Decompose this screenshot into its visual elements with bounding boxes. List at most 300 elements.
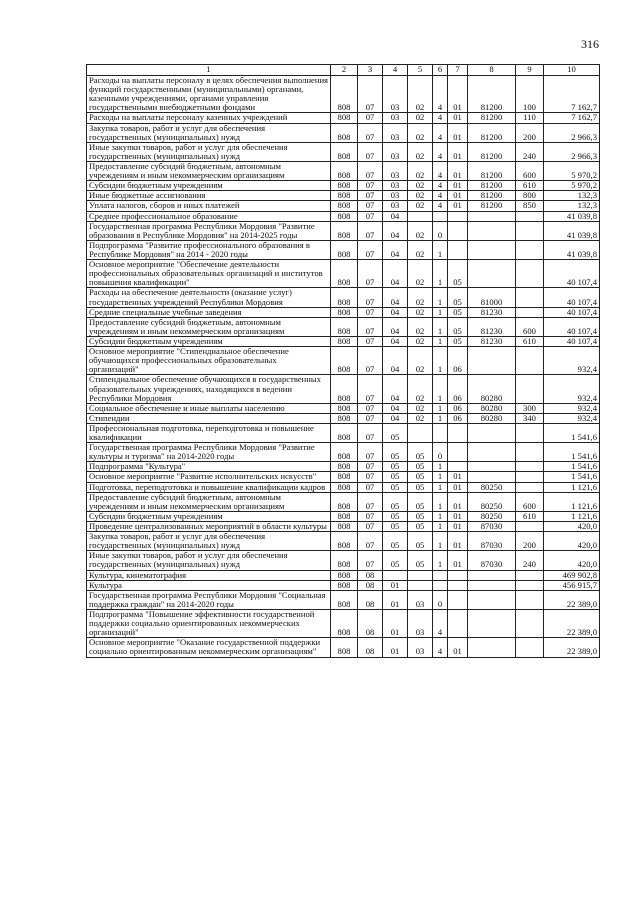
table-row	[87, 307, 600, 317]
row-name-cell: Расходы на обеспечение деятельности (оказание услуг) государственных учреждений Республики Мордовия	[87, 288, 331, 307]
row-code-cell: 808	[331, 610, 358, 638]
row-code-cell: 808	[331, 201, 358, 211]
table-row	[87, 413, 600, 423]
row-code-cell: 04	[383, 221, 408, 240]
row-code-cell: 240	[516, 142, 544, 161]
row-code-cell: 808	[331, 462, 358, 472]
row-code-cell	[448, 610, 468, 638]
row-code-cell	[448, 221, 468, 240]
row-code-cell: 04	[383, 336, 408, 346]
table-row	[87, 76, 600, 113]
row-code-cell	[516, 462, 544, 472]
row-code-cell: 02	[408, 181, 433, 191]
row-code-cell	[433, 211, 448, 221]
row-code-cell: 03	[383, 76, 408, 113]
row-code-cell: 01	[448, 638, 468, 657]
row-code-cell: 808	[331, 570, 358, 580]
table-row	[87, 570, 600, 580]
col-header: 10	[544, 65, 600, 76]
row-code-cell: 1	[433, 260, 448, 288]
row-code-cell: 01	[448, 113, 468, 123]
row-amount-cell: 22 389,0	[544, 638, 600, 657]
row-code-cell	[516, 443, 544, 462]
table-row	[87, 482, 600, 492]
row-code-cell: 808	[331, 317, 358, 336]
row-code-cell	[468, 443, 516, 462]
table-row	[87, 221, 600, 240]
row-code-cell: 04	[383, 403, 408, 413]
row-amount-cell: 41 039,8	[544, 240, 600, 259]
row-code-cell: 05	[408, 532, 433, 551]
row-code-cell: 04	[383, 260, 408, 288]
row-code-cell: 04	[383, 240, 408, 259]
row-code-cell: 04	[383, 413, 408, 423]
row-amount-cell: 932,4	[544, 413, 600, 423]
row-amount-cell: 456 915,7	[544, 580, 600, 590]
row-code-cell: 81200	[468, 181, 516, 191]
row-code-cell: 08	[358, 580, 383, 590]
row-code-cell	[516, 240, 544, 259]
row-code-cell: 01	[448, 142, 468, 161]
row-code-cell: 07	[358, 161, 383, 180]
row-name-cell: Иные закупки товаров, работ и услуг для обеспечения государственных (муниципальных) нужд	[87, 551, 331, 570]
row-amount-cell: 1 541,6	[544, 443, 600, 462]
row-code-cell: 600	[516, 161, 544, 180]
row-code-cell	[516, 375, 544, 403]
row-code-cell: 808	[331, 492, 358, 511]
row-code-cell: 02	[408, 317, 433, 336]
row-code-cell	[516, 423, 544, 442]
table-row	[87, 403, 600, 413]
table-row	[87, 638, 600, 657]
row-code-cell: 80250	[468, 511, 516, 521]
table-row	[87, 472, 600, 482]
row-code-cell: 808	[331, 375, 358, 403]
row-code-cell: 610	[516, 336, 544, 346]
row-code-cell: 02	[408, 240, 433, 259]
row-code-cell: 02	[408, 413, 433, 423]
row-code-cell	[516, 570, 544, 580]
row-code-cell: 81230	[468, 317, 516, 336]
row-code-cell: 87030	[468, 522, 516, 532]
table-row	[87, 492, 600, 511]
row-code-cell: 03	[383, 181, 408, 191]
col-header: 9	[516, 65, 544, 76]
row-code-cell: 81230	[468, 307, 516, 317]
col-header: 2	[331, 65, 358, 76]
table-row	[87, 288, 600, 307]
row-code-cell: 04	[383, 288, 408, 307]
row-code-cell: 01	[448, 551, 468, 570]
row-name-cell: Расходы на выплаты персоналу в целях обеспечения выполнения функций государственными (муниципальными) органами, казенными учреждениями, органами управления государственными внебюджетными фондами	[87, 76, 331, 113]
row-code-cell: 07	[358, 260, 383, 288]
row-code-cell	[516, 590, 544, 609]
row-code-cell: 81200	[468, 142, 516, 161]
row-code-cell: 1	[433, 288, 448, 307]
table-row	[87, 522, 600, 532]
row-amount-cell: 7 162,7	[544, 76, 600, 113]
row-code-cell: 808	[331, 580, 358, 590]
budget-table	[86, 64, 600, 658]
row-code-cell: 0	[433, 443, 448, 462]
col-header: 5	[408, 65, 433, 76]
row-name-cell: Предоставление субсидий бюджетным, автономным учреждениям и иным некоммерческим организациям	[87, 161, 331, 180]
row-code-cell: 01	[448, 76, 468, 113]
row-code-cell: 02	[408, 161, 433, 180]
row-code-cell: 07	[358, 522, 383, 532]
row-code-cell: 07	[358, 413, 383, 423]
row-code-cell: 07	[358, 472, 383, 482]
table-row	[87, 123, 600, 142]
row-code-cell: 06	[448, 347, 468, 375]
row-code-cell	[468, 580, 516, 590]
row-code-cell: 06	[448, 413, 468, 423]
row-code-cell	[448, 423, 468, 442]
row-name-cell: Средние специальные учебные заведения	[87, 307, 331, 317]
row-code-cell: 01	[448, 181, 468, 191]
row-name-cell: Государственная программа Республики Мордовия "Развитие образования в Республике Мордовия" на 2014-2025 годы	[87, 221, 331, 240]
row-code-cell: 07	[358, 142, 383, 161]
row-code-cell: 808	[331, 76, 358, 113]
row-name-cell: Предоставление субсидий бюджетным, автономным учреждениям и иным некоммерческим организациям	[87, 492, 331, 511]
row-code-cell	[468, 610, 516, 638]
row-code-cell: 808	[331, 181, 358, 191]
row-code-cell: 04	[383, 347, 408, 375]
row-code-cell: 800	[516, 191, 544, 201]
row-code-cell: 808	[331, 443, 358, 462]
row-code-cell: 01	[448, 511, 468, 521]
row-amount-cell: 1 121,6	[544, 492, 600, 511]
row-code-cell	[448, 580, 468, 590]
row-code-cell: 1	[433, 492, 448, 511]
table-row	[87, 590, 600, 609]
row-code-cell: 05	[383, 472, 408, 482]
row-code-cell: 05	[408, 443, 433, 462]
row-code-cell: 808	[331, 403, 358, 413]
row-code-cell: 808	[331, 161, 358, 180]
row-name-cell: Основное мероприятие "Обеспечение деятельности профессиональных образовательных организаций и институтов повышения квалификации"	[87, 260, 331, 288]
row-code-cell: 01	[383, 580, 408, 590]
row-code-cell: 80280	[468, 413, 516, 423]
row-code-cell: 05	[408, 551, 433, 570]
row-name-cell: Проведение централизованных мероприятий в области культуры	[87, 522, 331, 532]
row-code-cell: 07	[358, 211, 383, 221]
row-amount-cell: 420,0	[544, 522, 600, 532]
row-code-cell: 01	[448, 161, 468, 180]
row-code-cell: 05	[383, 551, 408, 570]
row-code-cell: 05	[448, 317, 468, 336]
row-code-cell: 600	[516, 492, 544, 511]
row-amount-cell: 40 107,4	[544, 288, 600, 307]
table-row	[87, 532, 600, 551]
row-code-cell	[468, 638, 516, 657]
header-row	[87, 65, 600, 76]
row-code-cell	[468, 260, 516, 288]
row-code-cell: 81200	[468, 123, 516, 142]
row-code-cell	[516, 307, 544, 317]
row-code-cell: 340	[516, 413, 544, 423]
row-code-cell: 05	[448, 288, 468, 307]
row-code-cell: 03	[408, 610, 433, 638]
row-code-cell: 80250	[468, 492, 516, 511]
row-code-cell: 01	[448, 532, 468, 551]
row-code-cell: 808	[331, 522, 358, 532]
row-code-cell: 04	[383, 375, 408, 403]
row-code-cell: 08	[358, 590, 383, 609]
row-code-cell: 07	[358, 191, 383, 201]
row-code-cell	[408, 570, 433, 580]
row-code-cell: 06	[448, 375, 468, 403]
row-code-cell: 02	[408, 123, 433, 142]
row-code-cell: 808	[331, 590, 358, 609]
row-code-cell	[468, 347, 516, 375]
row-code-cell: 03	[383, 161, 408, 180]
row-code-cell: 81200	[468, 201, 516, 211]
row-code-cell: 01	[448, 482, 468, 492]
row-code-cell: 01	[448, 123, 468, 142]
row-code-cell	[516, 221, 544, 240]
row-code-cell: 600	[516, 317, 544, 336]
row-code-cell	[516, 482, 544, 492]
row-amount-cell: 40 107,4	[544, 307, 600, 317]
row-code-cell: 06	[448, 403, 468, 413]
row-code-cell	[433, 570, 448, 580]
row-code-cell: 05	[408, 482, 433, 492]
row-name-cell: Культура, кинематография	[87, 570, 331, 580]
row-code-cell	[408, 580, 433, 590]
row-amount-cell: 40 107,4	[544, 317, 600, 336]
row-code-cell: 01	[448, 191, 468, 201]
row-code-cell: 07	[358, 288, 383, 307]
table-row	[87, 161, 600, 180]
table-row	[87, 260, 600, 288]
row-name-cell: Основное мероприятие "Развитие исполнительских искусств"	[87, 472, 331, 482]
row-code-cell: 05	[448, 307, 468, 317]
row-code-cell: 4	[433, 181, 448, 191]
row-code-cell: 07	[358, 492, 383, 511]
row-code-cell: 03	[383, 113, 408, 123]
row-code-cell: 1	[433, 307, 448, 317]
row-code-cell: 08	[358, 610, 383, 638]
row-code-cell: 81200	[468, 191, 516, 201]
row-name-cell: Субсидии бюджетным учреждениям	[87, 181, 331, 191]
row-code-cell: 05	[383, 492, 408, 511]
table-row	[87, 191, 600, 201]
row-code-cell: 4	[433, 76, 448, 113]
row-code-cell: 07	[358, 462, 383, 472]
row-amount-cell: 420,0	[544, 532, 600, 551]
row-code-cell: 05	[408, 511, 433, 521]
row-code-cell: 04	[383, 317, 408, 336]
table-row	[87, 511, 600, 521]
row-code-cell: 05	[383, 423, 408, 442]
row-name-cell: Государственная программа Республики Мордовия "Социальная поддержка граждан" на 2014-2020 годы	[87, 590, 331, 609]
row-code-cell: 1	[433, 336, 448, 346]
row-code-cell: 02	[408, 76, 433, 113]
row-code-cell: 850	[516, 201, 544, 211]
row-amount-cell: 2 966,3	[544, 142, 600, 161]
row-amount-cell: 5 970,2	[544, 181, 600, 191]
row-code-cell: 1	[433, 317, 448, 336]
row-code-cell: 05	[383, 532, 408, 551]
row-code-cell: 4	[433, 113, 448, 123]
row-code-cell: 81230	[468, 336, 516, 346]
row-code-cell: 07	[358, 76, 383, 113]
row-amount-cell: 22 389,0	[544, 590, 600, 609]
row-amount-cell: 469 902,8	[544, 570, 600, 580]
table-row	[87, 113, 600, 123]
row-code-cell: 02	[408, 336, 433, 346]
row-amount-cell: 420,0	[544, 551, 600, 570]
row-code-cell: 4	[433, 201, 448, 211]
col-header: 6	[433, 65, 448, 76]
row-code-cell	[408, 423, 433, 442]
row-code-cell: 808	[331, 211, 358, 221]
table-row	[87, 462, 600, 472]
row-code-cell: 4	[433, 638, 448, 657]
row-code-cell: 02	[408, 403, 433, 413]
row-name-cell: Иные закупки товаров, работ и услуг для обеспечения государственных (муниципальных) нужд	[87, 142, 331, 161]
row-amount-cell: 41 039,8	[544, 221, 600, 240]
table-row	[87, 201, 600, 211]
row-code-cell: 110	[516, 113, 544, 123]
row-name-cell: Государственная программа Республики Мордовия "Развитие культуры и туризма" на 2014-2020 годы	[87, 443, 331, 462]
row-code-cell: 02	[408, 221, 433, 240]
row-code-cell: 4	[433, 123, 448, 142]
row-code-cell: 04	[383, 211, 408, 221]
row-amount-cell: 132,3	[544, 201, 600, 211]
row-code-cell: 808	[331, 336, 358, 346]
row-code-cell: 4	[433, 191, 448, 201]
row-code-cell: 02	[408, 375, 433, 403]
row-name-cell: Уплата налогов, сборов и иных платежей	[87, 201, 331, 211]
row-code-cell: 1	[433, 551, 448, 570]
row-code-cell: 808	[331, 482, 358, 492]
row-code-cell: 808	[331, 472, 358, 482]
row-code-cell: 05	[383, 482, 408, 492]
row-code-cell	[448, 570, 468, 580]
row-code-cell: 4	[433, 161, 448, 180]
row-code-cell: 808	[331, 221, 358, 240]
row-code-cell: 1	[433, 511, 448, 521]
row-code-cell: 05	[383, 462, 408, 472]
row-code-cell: 01	[383, 590, 408, 609]
row-name-cell: Закупка товаров, работ и услуг для обеспечения государственных (муниципальных) нужд	[87, 532, 331, 551]
row-code-cell: 808	[331, 532, 358, 551]
row-code-cell	[468, 221, 516, 240]
row-code-cell: 03	[383, 123, 408, 142]
row-code-cell: 07	[358, 511, 383, 521]
row-code-cell: 808	[331, 638, 358, 657]
row-code-cell: 1	[433, 347, 448, 375]
table-row	[87, 211, 600, 221]
row-name-cell: Стипендии	[87, 413, 331, 423]
row-code-cell: 300	[516, 403, 544, 413]
row-code-cell: 808	[331, 123, 358, 142]
row-code-cell: 07	[358, 375, 383, 403]
row-code-cell: 01	[448, 472, 468, 482]
row-code-cell	[516, 288, 544, 307]
row-code-cell: 808	[331, 240, 358, 259]
row-code-cell	[468, 211, 516, 221]
row-amount-cell: 1 121,6	[544, 482, 600, 492]
row-code-cell: 81000	[468, 288, 516, 307]
row-code-cell	[516, 347, 544, 375]
col-header: 1	[87, 65, 331, 76]
row-code-cell: 07	[358, 201, 383, 211]
row-code-cell: 1	[433, 472, 448, 482]
row-code-cell: 02	[408, 142, 433, 161]
table-row	[87, 551, 600, 570]
row-code-cell: 08	[358, 638, 383, 657]
row-amount-cell: 40 107,4	[544, 336, 600, 346]
row-code-cell	[516, 260, 544, 288]
row-code-cell: 07	[358, 551, 383, 570]
col-header: 8	[468, 65, 516, 76]
row-code-cell: 01	[448, 492, 468, 511]
row-amount-cell: 132,3	[544, 191, 600, 201]
row-name-cell: Подпрограмма "Культура"	[87, 462, 331, 472]
row-name-cell: Подготовка, переподготовка и повышение квалификации кадров	[87, 482, 331, 492]
row-code-cell: 03	[383, 191, 408, 201]
row-code-cell: 808	[331, 191, 358, 201]
row-name-cell: Основное мероприятие "Оказание государственной поддержки социально ориентированным некоммерческим организациям"	[87, 638, 331, 657]
row-code-cell: 81200	[468, 113, 516, 123]
row-code-cell: 80280	[468, 375, 516, 403]
row-code-cell: 07	[358, 443, 383, 462]
row-code-cell: 04	[383, 307, 408, 317]
row-code-cell	[516, 610, 544, 638]
row-code-cell	[516, 211, 544, 221]
row-code-cell: 808	[331, 307, 358, 317]
row-code-cell: 1	[433, 375, 448, 403]
row-code-cell: 01	[448, 201, 468, 211]
row-code-cell: 05	[383, 511, 408, 521]
row-code-cell: 0	[433, 221, 448, 240]
row-code-cell	[448, 462, 468, 472]
row-code-cell: 02	[408, 191, 433, 201]
row-code-cell: 03	[408, 638, 433, 657]
row-code-cell: 02	[408, 260, 433, 288]
table-row	[87, 240, 600, 259]
row-code-cell	[433, 580, 448, 590]
row-code-cell: 1	[433, 403, 448, 413]
row-code-cell: 07	[358, 123, 383, 142]
col-header: 3	[358, 65, 383, 76]
row-code-cell: 05	[383, 443, 408, 462]
table-row	[87, 423, 600, 442]
row-amount-cell: 5 970,2	[544, 161, 600, 180]
row-code-cell: 01	[383, 610, 408, 638]
row-code-cell: 07	[358, 482, 383, 492]
row-code-cell	[516, 638, 544, 657]
row-code-cell: 07	[358, 403, 383, 413]
row-code-cell: 808	[331, 347, 358, 375]
row-code-cell: 03	[408, 590, 433, 609]
row-amount-cell: 40 107,4	[544, 260, 600, 288]
row-code-cell: 02	[408, 307, 433, 317]
row-code-cell	[448, 443, 468, 462]
row-code-cell: 87030	[468, 551, 516, 570]
row-code-cell: 80280	[468, 403, 516, 413]
row-code-cell: 808	[331, 413, 358, 423]
row-code-cell: 02	[408, 113, 433, 123]
row-name-cell: Культура	[87, 580, 331, 590]
row-code-cell: 01	[383, 638, 408, 657]
row-name-cell: Стипендиальное обеспечение обучающихся в государственных образовательных учреждениях, находящихся в ведении Республики Мордовия	[87, 375, 331, 403]
row-code-cell: 08	[358, 570, 383, 580]
row-amount-cell: 7 162,7	[544, 113, 600, 123]
